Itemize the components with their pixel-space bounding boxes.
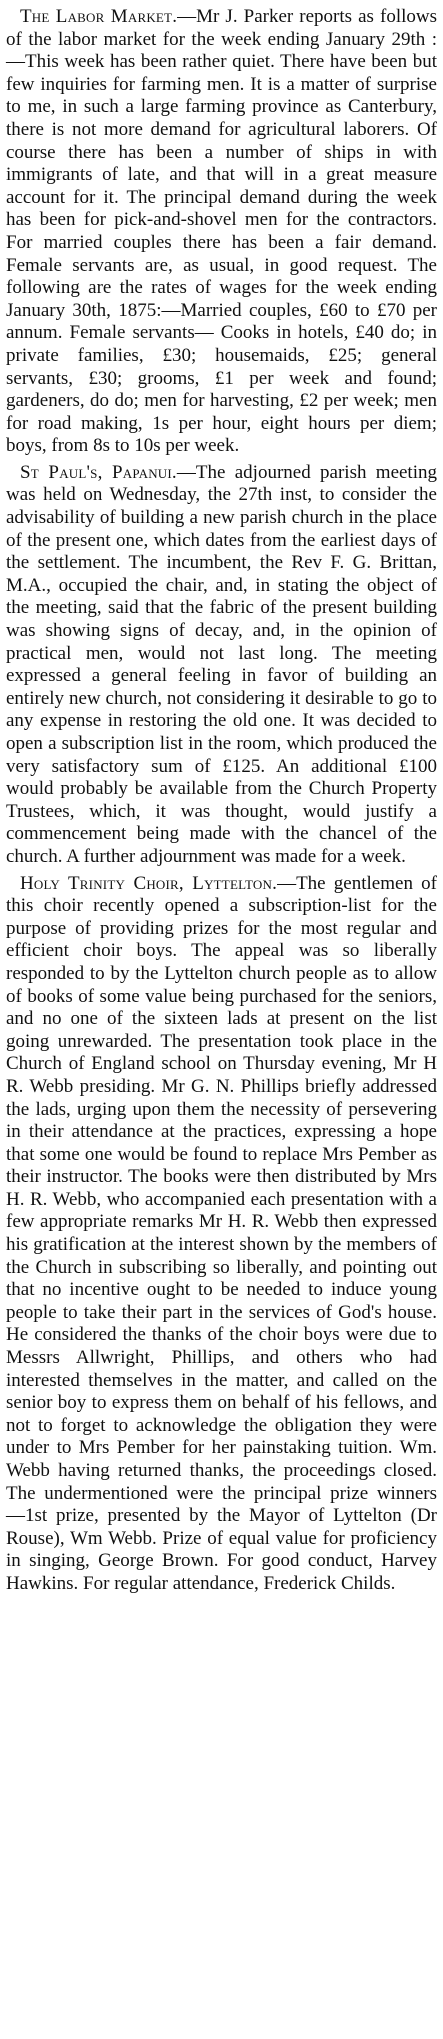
article-st-pauls-papanui	[6, 462, 437, 869]
article-heading: St Paul's, Papanui.	[20, 461, 177, 483]
article-holy-trinity-choir	[6, 873, 437, 1596]
article-heading: Holy Trinity Choir, Lyttelton.	[20, 872, 278, 894]
article-body: —Mr J. Parker reports as follows of the labor market for the week ending January 29th :—This week has been rather quiet. There have been but few inquiries for farming men. It is a matter of surprise to me, in such a large farming province as Canterbury, there is not more demand for agricultural laborers. Of course there has been a number of ships in with immigrants of late, and that will in a great measure account for it. The principal demand during the week has been for pick-and-shovel men for the contractors. For married couples there has been a fair demand. Female servants are, as usual, in good request. The following are the rates of wages for the week ending January 30th, 1875:—Married couples, £60 to £70 per annum. Female servants— Cooks in hotels, £40 do; in private families, £30; housemaids, £25; general servants, £30; grooms, £1 per week and found; gardeners, do do; men for harvesting, £2 per week; men for road making, 1s per hour, eight hours per diem; boys, from 8s to 10s per week.	[6, 6, 437, 457]
article-body: —The gentlemen of this choir recently opened a subscription-list for the purpose of providing prizes for the most regular and efficient choir boys. The appeal was so liberally responded to by the Lyttelton church people as to allow of books of some value being purchased for the seniors, and no one of the sixteen lads at present on the list going unrewarded. The presentation took place in the Church of England school on Thursday evening, Mr H R. Webb presiding. Mr G. N. Phillips briefly addressed the lads, urging upon them the necessity of persevering in their attendance at the practices, expressing a hope that some one would be found to replace Mrs Pember as their instructor. The books were then distributed by Mrs H. R. Webb, who accompanied each presentation with a few appropriate remarks Mr H. R. Webb then expressed his gratification at the interest shown by the members of the Church in subscribing so liberally, and pointing out that no incentive ought to be needed to induce young people to take their part in the services of God's house. He considered the thanks of the choir boys were due to Messrs Allwright, Phillips, and others who had interested themselves in the matter, and called on the senior boy to express them on behalf of his fellows, and not to forget to acknowledge the obligation they were under to Mrs Pember for her painstaking tuition. Wm. Webb having returned thanks, the proceedings closed. The undermentioned were the principal prize winners —1st prize, presented by the Mayor of Lyttelton (Dr Rouse), Wm Webb. Prize of equal value for proficiency in singing, George Brown. For good conduct, Harvey Hawkins. For regular attendance, Frederick Childs.	[6, 872, 437, 1594]
article-body: —The adjourned parish meeting was held on Wednesday, the 27th inst, to consider the advisability of building a new parish church in the place of the present one, which dates from the earliest days of the settlement. The incumbent, the Rev F. G. Brittan, M.A., occupied the chair, and, in stating the object of the meeting, said that the fabric of the present building was showing signs of decay, and, in the opinion of practical men, would not last long. The meeting expressed a general feeling in favor of building an entirely new church, not considering it desirable to go to any expense in restoring the old one. It was decided to open a subscription list in the room, which produced the very satisfactory sum of £125. An additional £100 would probably be available from the Church Property Trustees, which, it was thought, would justify a commencement being made with the chancel of the church. A further adjournment was made for a week.	[6, 461, 437, 867]
article-heading: The Labor Market.	[20, 6, 178, 27]
article-labor-market	[6, 6, 437, 458]
